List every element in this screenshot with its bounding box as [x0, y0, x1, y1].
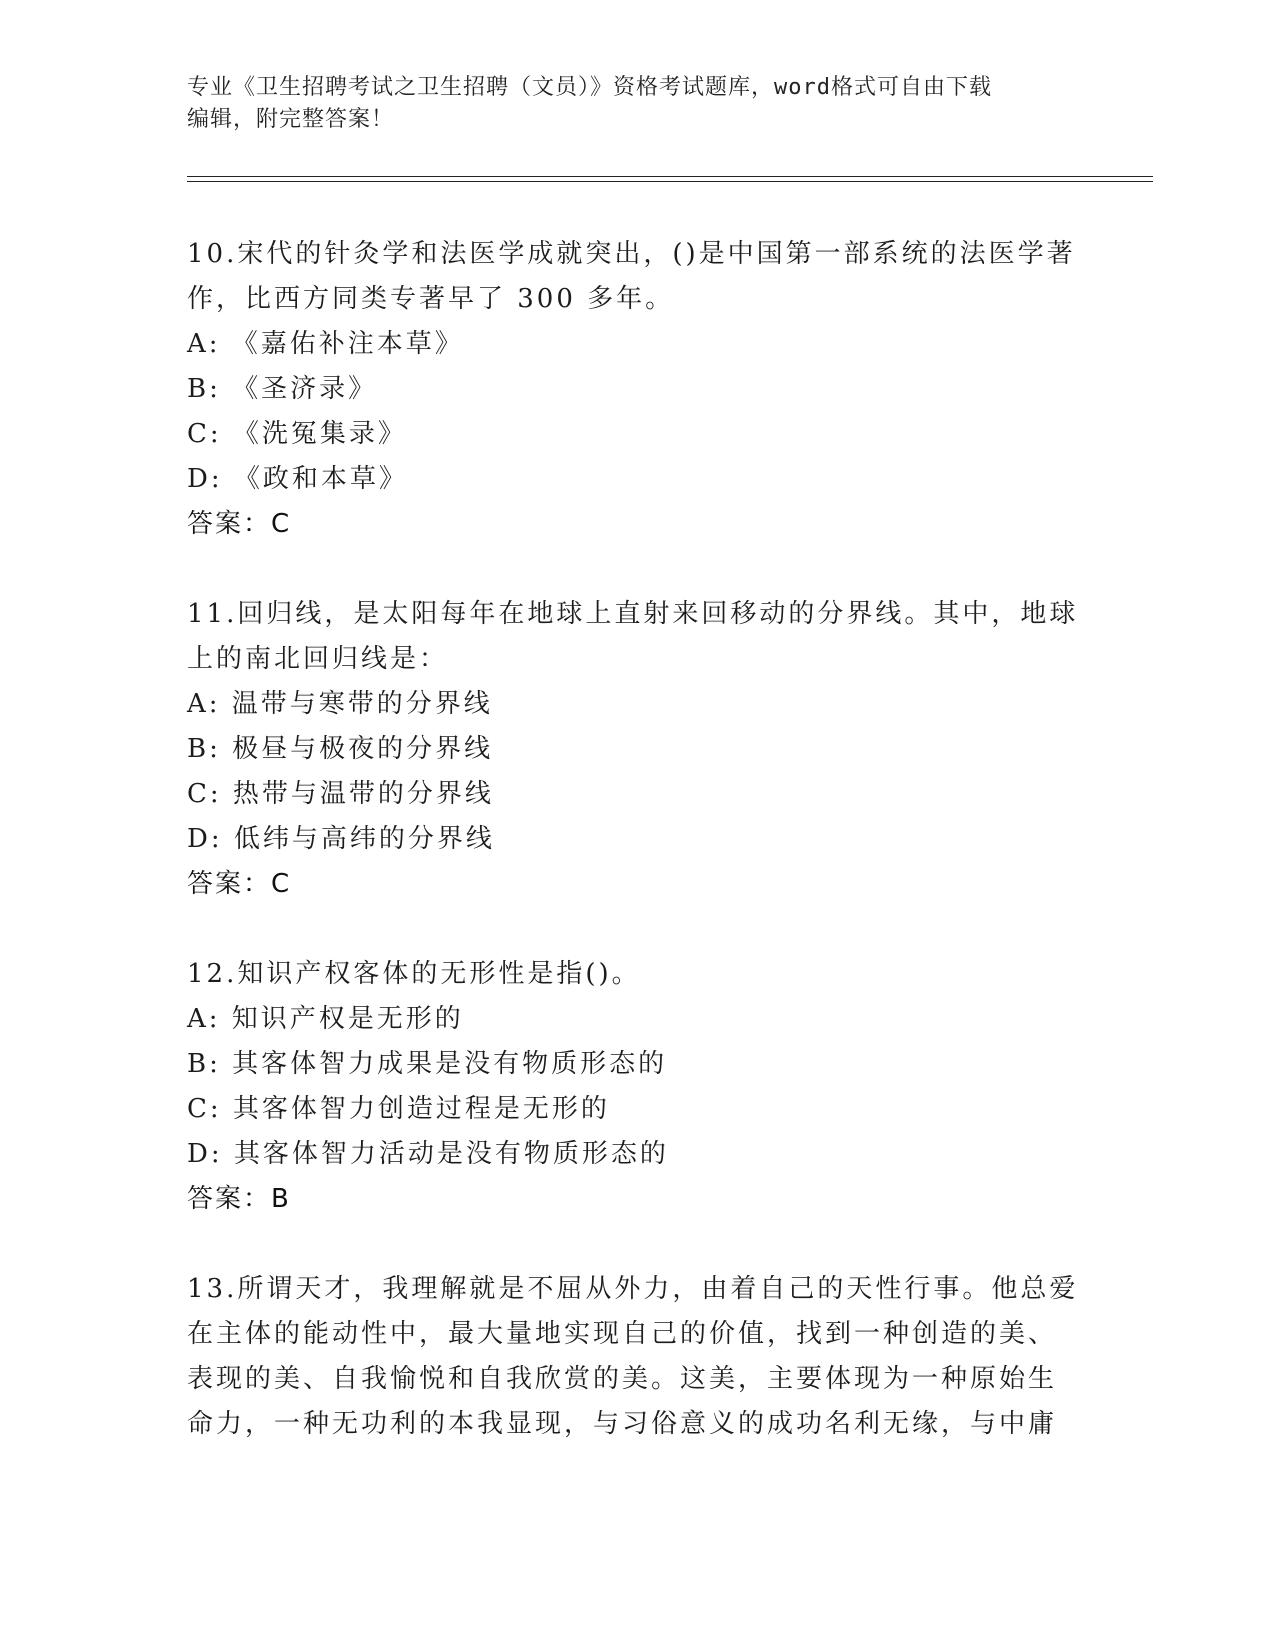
- question-spacer: [187, 547, 1067, 592]
- question-10: [187, 232, 1076, 547]
- question-12: [187, 952, 1067, 1222]
- question-stem-line: 作，比西方同类专著早了 300 多年。: [187, 284, 675, 314]
- question-stem-line: 12.知识产权客体的无形性是指()。: [187, 959, 641, 989]
- option-d: D: 低纬与高纬的分界线: [187, 824, 495, 854]
- question-stem-line: 11.回归线，是太阳每年在地球上直射来回移动的分界线。其中，地球: [187, 599, 1079, 629]
- question-stem-line: 13.所谓天才，我理解就是不屈从外力，由着自己的天性行事。他总爱: [187, 1274, 1079, 1304]
- question-stem-line: 在主体的能动性中，最大量地实现自己的价值，找到一种创造的美、: [187, 1319, 1058, 1349]
- option-c: C: 《洗冤集录》: [187, 419, 407, 449]
- question-list: [187, 232, 1079, 1447]
- question-11: [187, 592, 1079, 907]
- question-stem: [187, 952, 1067, 997]
- option-b: B: 《圣济录》: [187, 374, 378, 404]
- answer-label: 答案：C: [187, 869, 292, 899]
- option-a: A: 温带与寒带的分界线: [187, 689, 493, 719]
- answer-label: 答案：B: [187, 1184, 291, 1214]
- question-stem-line: 10.宋代的针灸学和法医学成就突出，()是中国第一部系统的法医学著: [187, 239, 1076, 269]
- header-divider-bottom: [187, 181, 1153, 182]
- question-stem-line: 表现的美、自我愉悦和自我欣赏的美。这美，主要体现为一种原始生: [187, 1364, 1058, 1394]
- option-c: C: 其客体智力创造过程是无形的: [187, 1094, 610, 1124]
- question-spacer: [187, 907, 1067, 952]
- question-stem-line: 命力，一种无功利的本我显现，与习俗意义的成功名利无缘，与中庸: [187, 1409, 1058, 1439]
- option-c: C: 热带与温带的分界线: [187, 779, 494, 809]
- question-stem: [187, 1267, 1079, 1447]
- option-a: A: 《嘉佑补注本草》: [187, 329, 464, 359]
- question-spacer: [187, 1222, 1067, 1267]
- header-line-2: 编辑，附完整答案！: [187, 107, 395, 132]
- question-stem-line: 上的南北回归线是：: [187, 644, 449, 674]
- question-13: [187, 1267, 1079, 1447]
- question-stem: [187, 232, 1076, 322]
- option-d: D: 《政和本草》: [187, 464, 408, 494]
- header-line-1: 专业《卫生招聘考试之卫生招聘（文员）》资格考试题库，word格式可自由下载: [187, 75, 992, 100]
- question-stem: [187, 592, 1079, 682]
- document-header: [187, 72, 1067, 136]
- option-a: A: 知识产权是无形的: [187, 1004, 464, 1034]
- option-d: D: 其客体智力活动是没有物质形态的: [187, 1139, 669, 1169]
- header-divider-top: [187, 176, 1153, 177]
- option-b: B: 其客体智力成果是没有物质形态的: [187, 1049, 668, 1079]
- option-b: B: 极昼与极夜的分界线: [187, 734, 494, 764]
- answer-label: 答案：C: [187, 509, 292, 539]
